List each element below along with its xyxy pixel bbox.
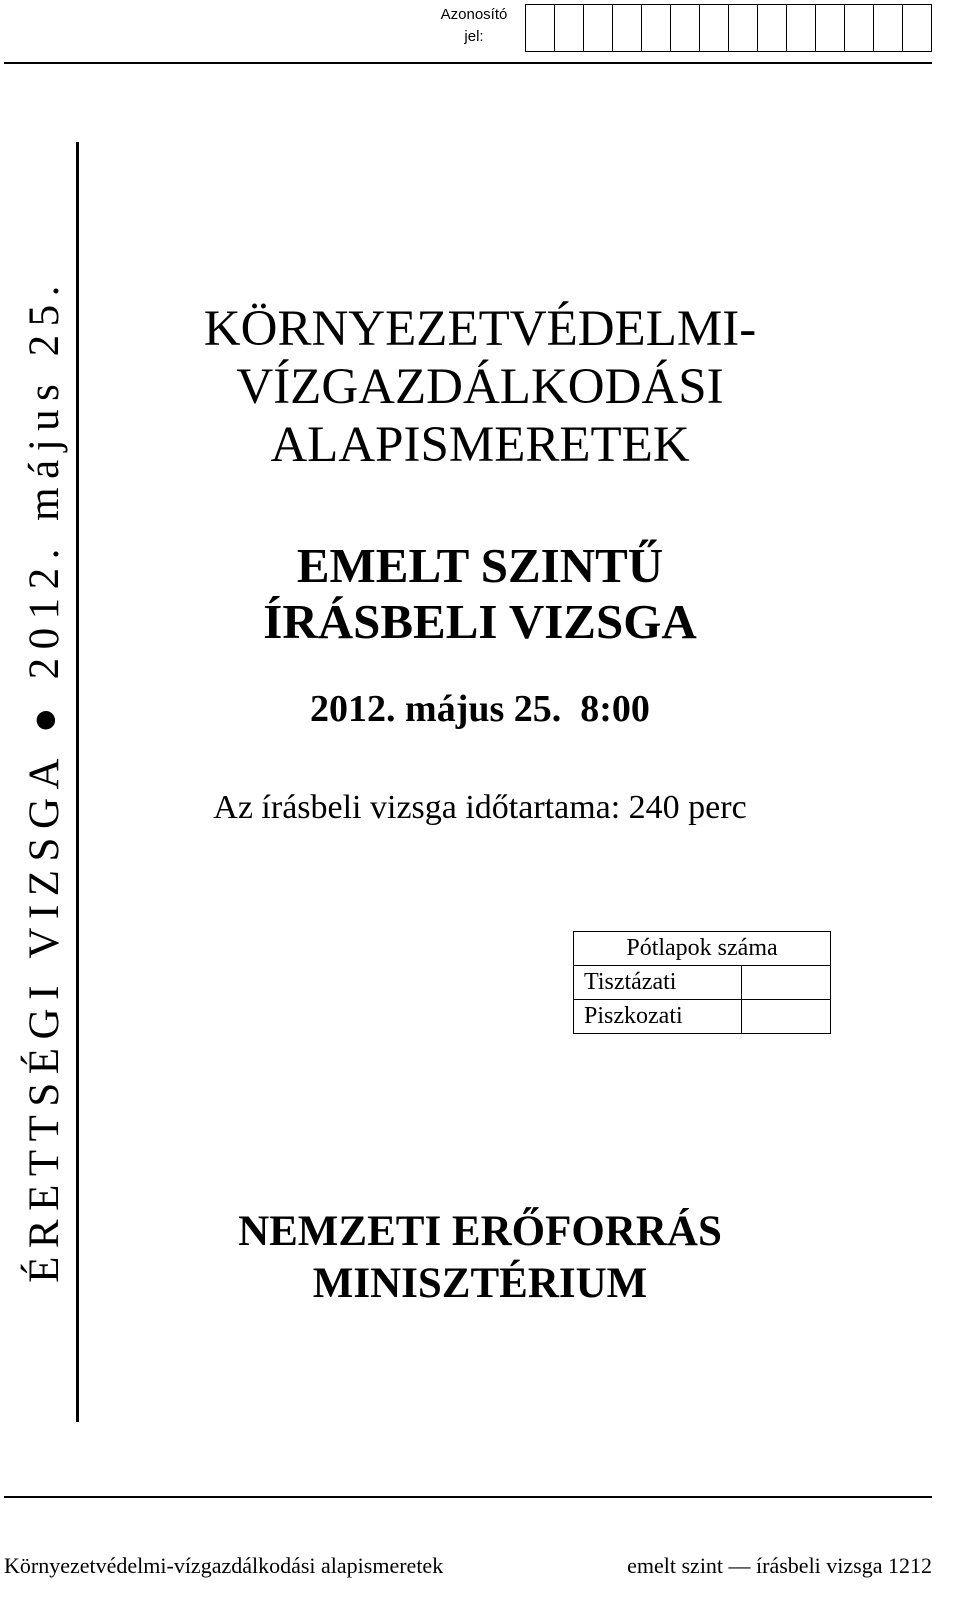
page-footer xyxy=(4,1553,932,1579)
footer-subject: Környezetvédelmi-vízgazdálkodási alapismeretek xyxy=(4,1553,444,1578)
ministry-name-line1: NEMZETI ERŐFORRÁS xyxy=(238,1208,722,1255)
identifier-cell[interactable] xyxy=(526,5,555,51)
exam-duration: Az írásbeli vizsga időtartama: 240 perc xyxy=(213,789,747,826)
exam-level xyxy=(100,538,860,650)
identifier-label-line1: Azonosító xyxy=(440,6,508,23)
identifier-cell[interactable] xyxy=(787,5,816,51)
subject-title xyxy=(100,300,860,474)
exam-date: 2012. május 25. 8:00 xyxy=(310,688,650,730)
spine-rule xyxy=(76,142,79,1422)
extra-sheets-value-clean[interactable] xyxy=(742,966,831,1000)
identifier-block xyxy=(429,0,932,56)
subject-title-line2: VÍZGAZDÁLKODÁSI xyxy=(236,359,724,415)
ministry-name-line2: MINISZTÉRIUM xyxy=(312,1260,648,1307)
footer-level: emelt szint — írásbeli vizsga 1212 xyxy=(627,1553,932,1578)
extra-sheets-label-clean: Tisztázati xyxy=(574,966,742,1000)
identifier-cell[interactable] xyxy=(874,5,903,51)
bottom-rule xyxy=(4,1496,932,1498)
identifier-cell[interactable] xyxy=(816,5,845,51)
identifier-cell[interactable] xyxy=(758,5,787,51)
top-rule xyxy=(4,62,932,64)
identifier-cell[interactable] xyxy=(584,5,613,51)
extra-sheets-header: Pótlapok száma xyxy=(574,932,831,966)
identifier-cell[interactable] xyxy=(671,5,700,51)
identifier-cell[interactable] xyxy=(729,5,758,51)
exam-level-line1: EMELT SZINTŰ xyxy=(296,538,664,593)
spine-text: ÉRETTSÉGI VIZSGA ● 2012. május 25. xyxy=(21,277,68,1283)
table-row xyxy=(574,966,831,1000)
table-row xyxy=(574,1000,831,1034)
identifier-cell[interactable] xyxy=(613,5,642,51)
identifier-grid[interactable] xyxy=(525,4,932,52)
ministry-name xyxy=(100,1206,860,1310)
identifier-cell[interactable] xyxy=(700,5,729,51)
subject-title-line1: KÖRNYEZETVÉDELMI- xyxy=(203,301,757,357)
identifier-cell[interactable] xyxy=(903,5,931,51)
extra-sheets-value-draft[interactable] xyxy=(742,1000,831,1034)
extra-sheets-table xyxy=(573,931,831,1034)
subject-title-line3: ALAPISMERETEK xyxy=(270,417,690,473)
identifier-cell[interactable] xyxy=(555,5,584,51)
exam-level-line2: ÍRÁSBELI VIZSGA xyxy=(263,594,697,649)
identifier-label-line2: jel: xyxy=(464,28,484,45)
identifier-cell[interactable] xyxy=(642,5,671,51)
identifier-cell[interactable] xyxy=(845,5,874,51)
extra-sheets-label-draft: Piszkozati xyxy=(574,1000,742,1034)
identifier-label xyxy=(429,4,519,48)
